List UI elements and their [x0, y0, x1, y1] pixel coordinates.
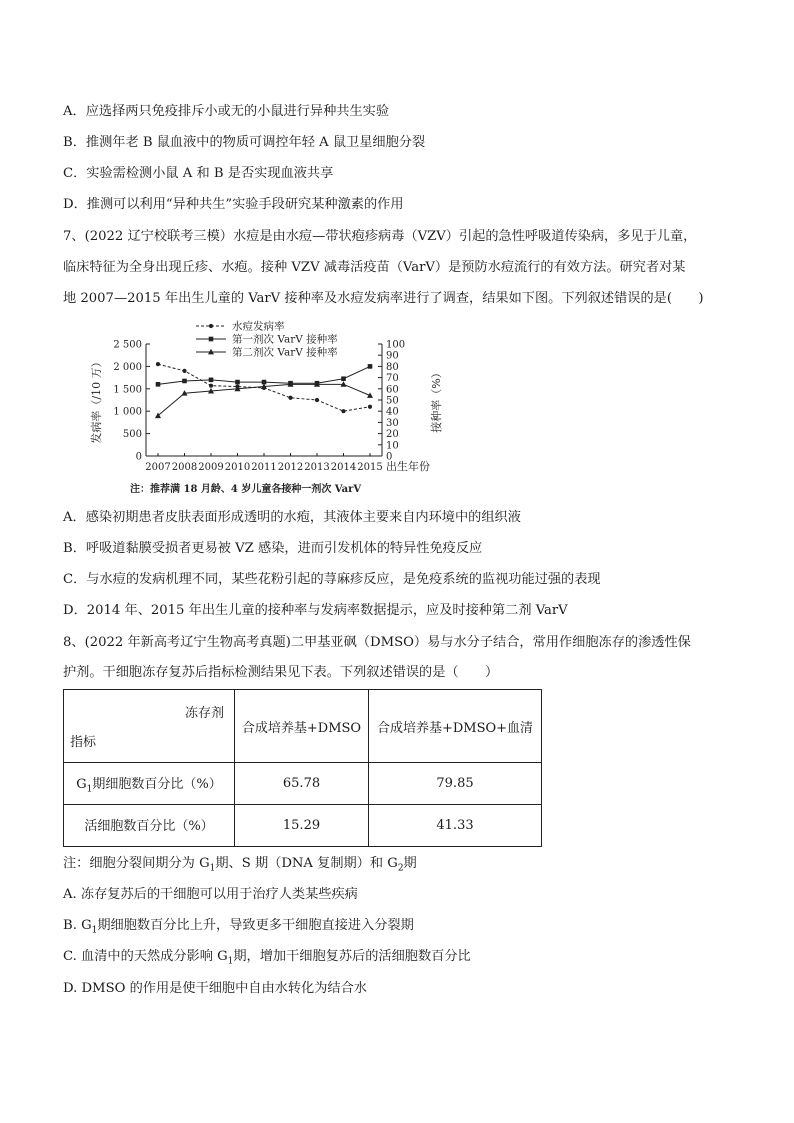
q6-option-c: C．实验需检测小鼠 A 和 B 是否实现血液共享: [63, 166, 334, 181]
table-corner-cell: [64, 690, 235, 763]
left-tick-label: 1 500: [113, 384, 142, 396]
x-tick-label: 2007: [145, 462, 171, 473]
data-point-s2: [209, 378, 214, 383]
chart-legend: [196, 320, 338, 359]
column-header: 合成培养基+DMSO+血清: [369, 690, 542, 763]
x-tick-label: 2011: [251, 462, 277, 473]
x-tick-label: 2009: [198, 462, 224, 473]
right-tick-label: 0: [386, 451, 393, 463]
row-label: $G_1$期细胞数百分比（%）: [64, 763, 235, 805]
left-tick-label: 0: [135, 451, 142, 463]
data-point-s1: [209, 384, 213, 388]
x-tick-label: 2010: [224, 462, 251, 473]
q7-stem-line-2: 临床特征为全身出现丘疹、水疱。接种 VZV 减毒活疫苗（VarV）是预防水痘流行的有效方法。研究者对某: [63, 260, 686, 275]
row-label: 活细胞数百分比（%）: [64, 805, 235, 847]
data-point-s1: [341, 409, 345, 413]
data-point-s2: [368, 364, 373, 369]
data-point-s1: [182, 369, 186, 373]
chart-note: 注：推荐满 18 月龄、4 岁儿童各接种一剂次 VarV: [130, 484, 362, 495]
left-tick-label: 2 500: [113, 339, 142, 351]
right-tick-label: 40: [386, 406, 399, 418]
corner-header-agent: 冻存剂: [184, 706, 224, 721]
q6-option-a: A．应选择两只免疫排斥小或无的小鼠进行异种共生实验: [63, 104, 390, 119]
right-tick-label: 10: [386, 440, 399, 452]
table-cell: 15.29: [235, 805, 369, 847]
right-tick-label: 30: [386, 417, 399, 429]
chart-axes: [89, 340, 443, 496]
data-point-s1: [368, 405, 372, 409]
chart-series: [155, 362, 373, 418]
q8-option-a: A. 冻存复苏后的干细胞可以用于治疗人类某些疾病: [63, 887, 358, 902]
q7-stem-line-3: 地 2007—2015 年出生儿童的 VarV 接种率及水痘发病率进行了调查，结果如下图。下列叙述错误的是( ): [63, 291, 704, 306]
table-cell: 65.78: [235, 763, 369, 805]
legend-marker-1: [209, 324, 213, 328]
q7-option-d: D．2014 年、2015 年出生儿童的接种率与发病率数据提示，应及时接种第二剂 VarV: [63, 603, 568, 618]
data-point-s2: [182, 379, 187, 384]
q6-option-b: B．推测年老 B 鼠血液中的物质可调控年轻 A 鼠卫星细胞分裂: [63, 135, 426, 150]
table-row: [64, 805, 542, 847]
q6-option-d: D．推测可以利用“异种共生”实验手段研究某种激素的作用: [63, 197, 404, 212]
q8-stem-line-2: 护剂。干细胞冻存复苏后指标检测结果见下表。下列叙述错误的是（ ）: [63, 665, 499, 680]
data-point-s1: [156, 362, 160, 366]
q8-table-note: 注：细胞分裂间期分为 $G_1$期、S 期（DNA 复制期）和 $G_2$期: [63, 856, 417, 874]
data-point-s2: [235, 380, 240, 385]
right-tick-label: 20: [386, 429, 399, 441]
right-tick-label: 60: [386, 384, 399, 396]
q8-option-b: B. $G_1$期细胞数百分比上升，导致更多干细胞直接进入分裂期: [63, 918, 414, 936]
left-tick-label: 500: [122, 429, 142, 441]
legend-label-3: 第二剂次 VarV 接种率: [232, 346, 338, 359]
q8-option-d: D. DMSO 的作用是使干细胞中自由水转化为结合水: [63, 981, 367, 996]
x-tick-label: 2008: [171, 462, 198, 473]
right-tick-label: 70: [386, 373, 399, 385]
x-tick-label: 2014: [330, 462, 357, 473]
corner-header-index: 指标: [70, 735, 97, 750]
right-tick-label: 90: [386, 350, 399, 362]
right-tick-label: 100: [386, 339, 406, 351]
x-tick-label: 2012: [277, 462, 304, 473]
left-tick-label: 1 000: [113, 406, 142, 418]
data-point-s2: [341, 376, 346, 381]
column-header: 合成培养基+DMSO: [235, 690, 369, 763]
table-cell: 41.33: [369, 805, 542, 847]
right-tick-label: 80: [386, 361, 399, 373]
q8-option-c: C. 血清中的天然成分影响 $G_1$期，增加干细胞复苏后的活细胞数百分比: [63, 949, 471, 967]
x-tick-label: 2015: [357, 462, 383, 473]
left-axis-title: 发病率（/10 万）: [90, 356, 103, 444]
data-point-s2: [156, 382, 161, 387]
left-tick-label: 2 000: [113, 361, 142, 373]
table-row: [64, 763, 542, 805]
q7-option-a: A．感染初期患者皮肤表面形成透明的水疱，其液体主要来自内环境中的组织液: [63, 510, 521, 525]
legend-label-1: 水痘发病率: [232, 320, 285, 333]
cryopreservation-table: [63, 689, 542, 847]
table-cell: 79.85: [369, 763, 542, 805]
x-axis-label: 出生年份: [386, 460, 430, 473]
right-axis-title: 接种率（%）: [430, 367, 443, 433]
q7-option-c: C．与水痘的发病机理不同，某些花粉引起的荨麻疹反应，是免疫系统的监视功能过强的表现: [63, 572, 601, 587]
legend-marker-2: [209, 337, 214, 342]
q8-stem-line-1: 8、(2022 年新高考辽宁生物高考真题)二甲基亚砜（DMSO）易与水分子结合，常用作细胞冻存的渗透性保: [63, 635, 691, 650]
right-tick-label: 50: [386, 395, 399, 407]
data-point-s1: [315, 398, 319, 402]
data-point-s1: [288, 396, 292, 400]
legend-label-2: 第一剂次 VarV 接种率: [232, 333, 338, 346]
varicella-chart: [88, 318, 460, 498]
q7-option-b: B．呼吸道黏膜受损者更易被 VZ 感染，进而引发机体的特异性免疫反应: [63, 541, 483, 556]
x-tick-label: 2013: [304, 462, 330, 473]
q7-stem-line-1: 7、(2022 辽宁校联考三模）水痘是由水痘—带状疱疹病毒（VZV）引起的急性呼吸道传染病，多见于儿童，: [63, 229, 697, 244]
